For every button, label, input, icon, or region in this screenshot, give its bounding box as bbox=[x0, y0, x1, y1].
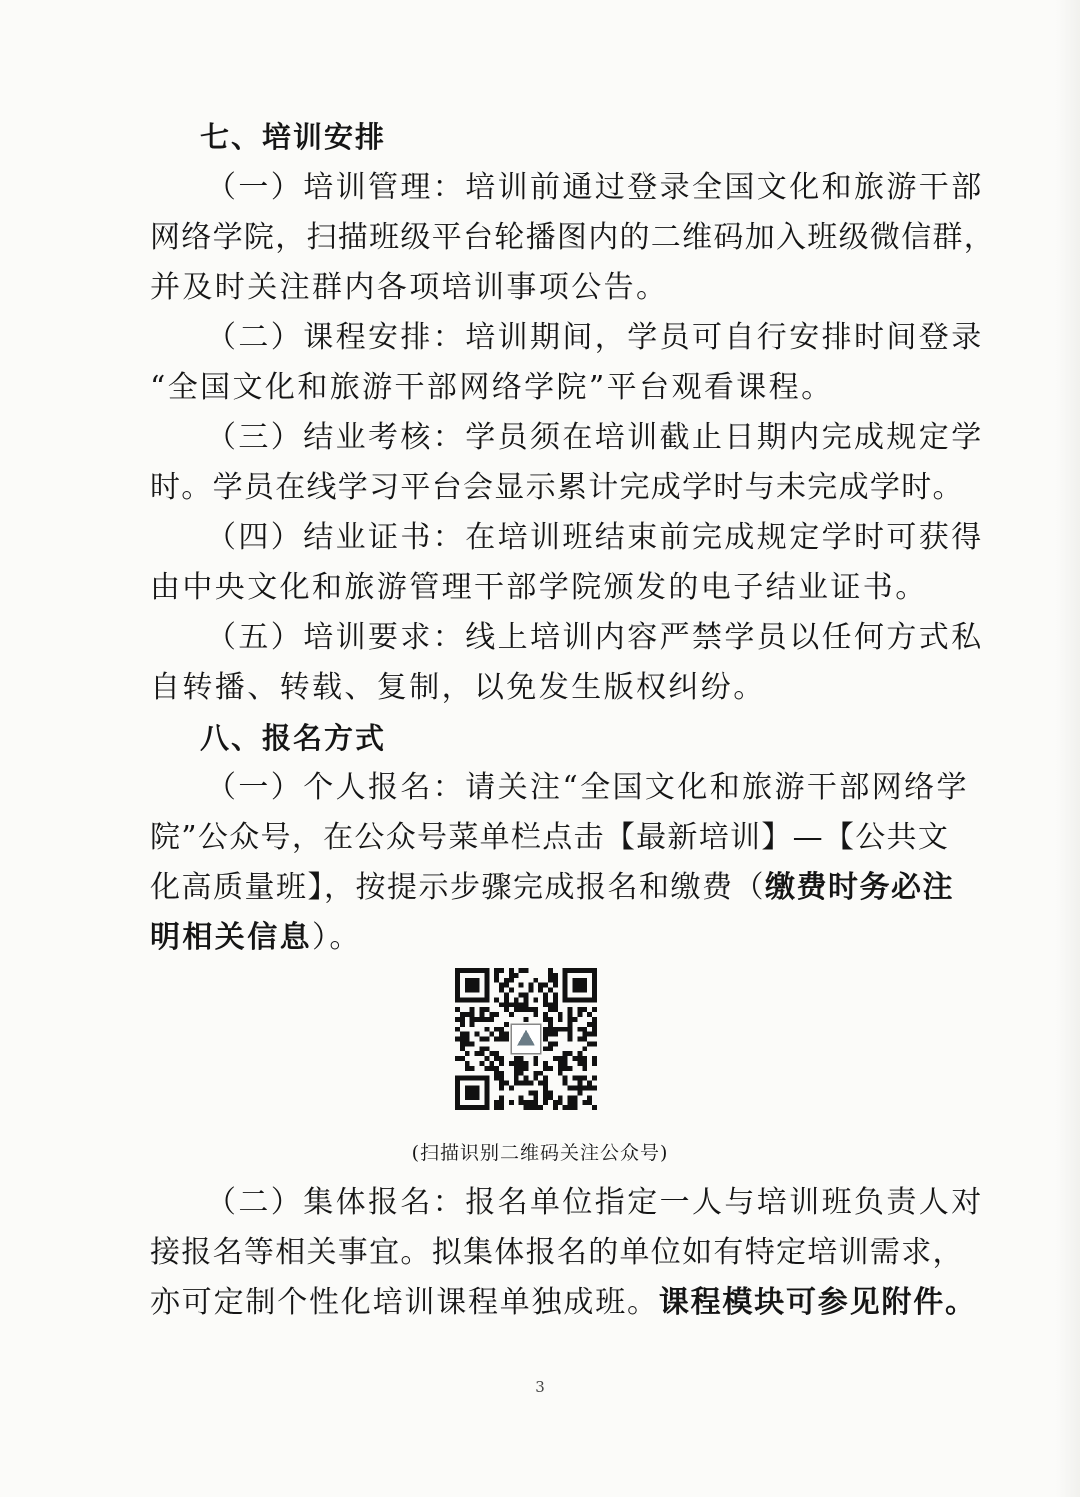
para-7-2-line-1: （二）课程安排：培训期间，学员可自行安排时间登录 bbox=[206, 320, 984, 355]
para-8-1-line-4-text: ）。 bbox=[312, 920, 362, 955]
para-7-1-line-1: （一）培训管理：培训前通过登录全国文化和旅游干部 bbox=[206, 170, 984, 205]
section-7-title: 七、培训安排 bbox=[200, 120, 387, 154]
para-8-2-line-2: 接报名等相关事宜。拟集体报名的单位如有特定培训需求， bbox=[150, 1235, 964, 1270]
para-7-1-line-2: 网络学院，扫描班级平台轮播图内的二维码加入班级微信群， bbox=[150, 220, 996, 255]
para-7-3-line-2: 时。学员在线学习平台会显示累计完成学时与未完成学时。 bbox=[150, 470, 964, 505]
para-7-5-line-1: （五）培训要求：线上培训内容严禁学员以任何方式私 bbox=[206, 620, 984, 655]
para-7-3-line-1: （三）结业考核：学员须在培训截止日期内完成规定学 bbox=[206, 420, 984, 455]
para-8-2-line-1: （二）集体报名：报名单位指定一人与培训班负责人对 bbox=[206, 1185, 984, 1220]
para-8-1-line-3 bbox=[150, 868, 954, 908]
para-7-2-line-2: “全国文化和旅游干部网络学院”平台观看课程。 bbox=[150, 370, 834, 405]
para-8-1-line-4 bbox=[150, 918, 362, 958]
para-8-2-line-3-bold: 课程模块可参见附件。 bbox=[658, 1285, 977, 1320]
qr-caption: (扫描识别二维码关注公众号) bbox=[411, 1142, 669, 1164]
para-8-1-line-2: 院”公众号，在公众号菜单栏点击【最新培训】—【公共文 bbox=[150, 820, 950, 855]
scan-edge bbox=[1056, 0, 1080, 1497]
para-8-2-line-3-text: 亦可定制个性化培训课程单独成班。 bbox=[150, 1285, 659, 1320]
para-7-4-line-2: 由中央文化和旅游管理干部学院颁发的电子结业证书。 bbox=[150, 570, 928, 605]
para-7-4-line-1: （四）结业证书：在培训班结束前完成规定学时可获得 bbox=[206, 520, 984, 555]
para-8-1-line-4-bold: 明相关信息 bbox=[150, 920, 312, 955]
section-8-title: 八、报名方式 bbox=[200, 721, 387, 755]
para-8-2-line-3 bbox=[150, 1283, 977, 1323]
para-8-1-line-3-text: 化高质量班】，按提示步骤完成报名和缴费（ bbox=[150, 870, 765, 905]
para-7-5-line-2: 自转播、转载、复制，以免发生版权纠纷。 bbox=[150, 670, 766, 705]
para-7-1-line-3: 并及时关注群内各项培训事项公告。 bbox=[150, 270, 669, 305]
page-number: 3 bbox=[535, 1378, 545, 1396]
para-8-1-line-3-bold: 缴费时务必注 bbox=[765, 870, 954, 905]
qr-code-image bbox=[455, 968, 597, 1110]
para-8-1-line-1: （一）个人报名：请关注“全国文化和旅游干部网络学 bbox=[206, 770, 969, 805]
